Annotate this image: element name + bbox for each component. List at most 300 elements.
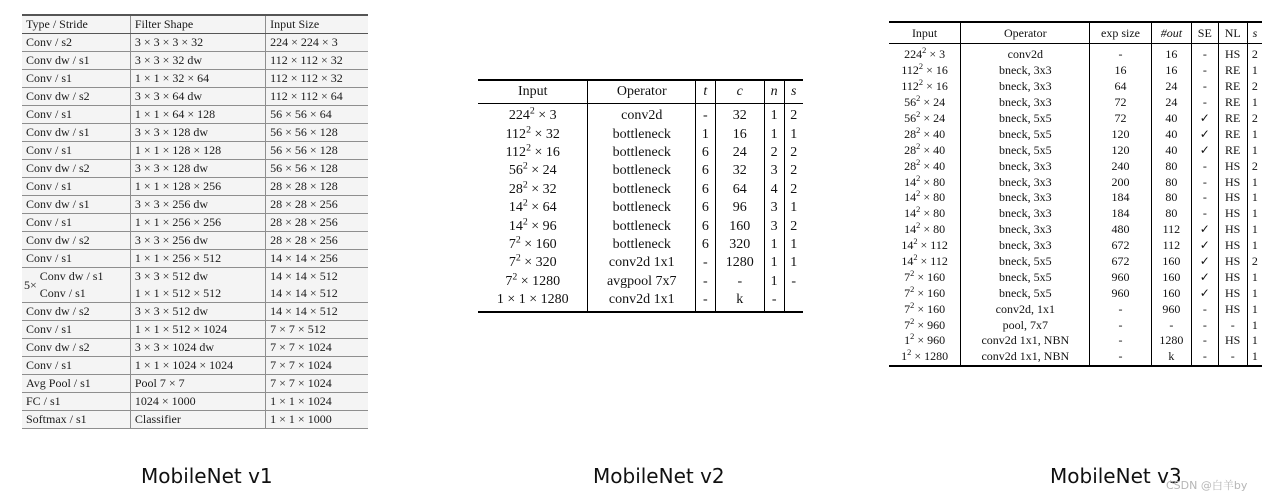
table-row [478,236,803,254]
cell-text: × 1280 [911,349,949,364]
cell-text: 14 [904,222,917,237]
table-row [889,44,1262,63]
table-row [889,142,1262,158]
table-cell: HS [1218,285,1247,301]
table-cell [266,268,368,303]
table-cell: 1 [784,125,803,143]
table-cell: Conv / s1 [22,106,130,124]
table-cell: - [696,104,716,126]
table-cell: 960 [1090,285,1151,301]
table-row [889,63,1262,79]
table-cell: - [764,291,784,312]
table-cell [889,285,961,301]
table-cell: - [1192,174,1219,190]
table-cell: 7 × 7 × 1024 [266,357,368,375]
table-row [889,111,1262,127]
cell-text: × 160 [914,269,946,284]
table-cell: - [1090,44,1151,63]
table-cell: 1 [1247,269,1262,285]
table-cell: bneck, 3x3 [961,222,1090,238]
exponent: 2 [910,332,915,342]
table-row [22,196,368,214]
table-cell: 2 [764,144,784,162]
exponent: 2 [913,237,918,247]
table-cell: 1 [1247,95,1262,111]
table-cell: bneck, 5x5 [961,111,1090,127]
table-cell [130,268,265,303]
table-cell: RE [1218,95,1247,111]
table-cell: ✓ [1192,269,1219,285]
table-cell: 112 [1151,222,1191,238]
table-cell: 1 × 1 × 32 × 64 [130,70,265,88]
table-cell: - [1192,317,1219,333]
table-cell: 3 [764,199,784,217]
column-header: Operator [588,80,696,104]
cell-text: 56 [904,95,917,110]
table-cell: - [784,273,803,291]
table-cell [889,63,961,79]
table-cell: 1 × 1 × 64 × 128 [130,106,265,124]
cell-text: × 112 [917,254,948,269]
table-cell: bottleneck [588,125,696,143]
table-cell: 2 [1247,158,1262,174]
mobilenet-v3-table [889,21,1262,367]
table-cell: bneck, 5x5 [961,126,1090,142]
table-cell: 64 [1090,79,1151,95]
table-row [478,254,803,272]
table-cell: bneck, 3x3 [961,158,1090,174]
table-cell: - [1218,349,1247,366]
cell-text: 7 [904,317,911,332]
table-cell: HS [1218,174,1247,190]
table-cell: HS [1218,44,1247,63]
table-cell: 1 [1247,63,1262,79]
exponent: 2 [910,268,915,278]
cell-text: 7 [904,269,911,284]
cell-text: × 80 [920,174,946,189]
table-cell [889,301,961,317]
table-row [22,339,368,357]
table-cell: RE [1218,111,1247,127]
table-cell [889,333,961,349]
table-cell [478,125,588,143]
table-cell: 2 [1247,111,1262,127]
cell-text: 1 [904,333,911,348]
table-cell: 1 [1247,222,1262,238]
cell-line: 3 × 3 × 512 dw [134,269,209,283]
table-row [22,411,368,429]
table-cell: 480 [1090,222,1151,238]
cell-text: × 160 [520,236,557,252]
cell-text: 56 [904,111,917,125]
cell-text: × 64 [527,200,557,216]
exponent: 2 [916,141,921,151]
table-cell: 1 [1247,142,1262,158]
table-cell: 1 [764,236,784,254]
cell-text: × 24 [527,163,557,179]
mobilenet-v2-table [478,79,803,313]
table-cell: conv2d [588,104,696,126]
cell-text: 7 [508,236,516,252]
table-row [22,70,368,88]
table-cell: 16 [715,125,764,143]
table-cell: bneck, 5x5 [961,254,1090,270]
table-cell [889,222,961,238]
table-cell: 672 [1090,238,1151,254]
cell-line: 14 × 14 × 512 [270,269,338,283]
table-cell: Conv dw / s2 [22,88,130,106]
table-cell: RE [1218,79,1247,95]
table-cell: 1 [1247,285,1262,301]
table-cell: 72 [1090,111,1151,127]
table-row [889,349,1262,366]
cell-text: 224 [904,47,923,62]
cell-text: × 160 [914,301,946,316]
table-cell: 3 × 3 × 64 dw [130,88,265,106]
table-cell: 1 [764,254,784,272]
table-cell: 160 [1151,269,1191,285]
cell-text: 1 [901,349,908,364]
table-cell: ✓ [1192,285,1219,301]
table-cell: - [1192,206,1219,222]
column-header: NL [1218,22,1247,44]
table-cell: 1 × 1 × 256 × 256 [130,214,265,232]
table-cell: 120 [1090,142,1151,158]
table-cell: HS [1218,222,1247,238]
table-cell: 1 [764,273,784,291]
table-cell [889,190,961,206]
table-cell: 320 [715,236,764,254]
exponent: 2 [522,179,528,191]
cell-text: × 112 [917,238,948,253]
table-cell: 1 [784,254,803,272]
table-cell: FC / s1 [22,393,130,411]
table-cell: 6 [696,217,716,235]
table-cell: 1 × 1 × 256 × 512 [130,250,265,268]
table-row [22,106,368,124]
table-cell: 6 [696,236,716,254]
table-cell [784,291,803,312]
table-cell: Conv / s1 [22,321,130,339]
table-cell: ✓ [1192,142,1219,158]
table-cell [478,162,588,180]
table-cell: 3 × 3 × 512 dw [130,303,265,321]
table-row [22,34,368,52]
table-cell: 3 × 3 × 128 dw [130,124,265,142]
table-cell: 14 × 14 × 256 [266,250,368,268]
exponent: 2 [916,110,921,119]
table-cell: k [1151,349,1191,366]
column-header: Type / Stride [22,15,130,34]
table-cell: 1 [1247,317,1262,333]
table-cell: Pool 7 × 7 [130,375,265,393]
cell-text: 112 [505,126,527,142]
table-cell: 120 [1090,126,1151,142]
table-cell: 7 × 7 × 512 [266,321,368,339]
table-row [889,95,1262,111]
table-row [889,222,1262,238]
table-cell: HS [1218,301,1247,317]
table-row [478,181,803,199]
table-cell: conv2d 1x1 [588,254,696,272]
table-cell: - [1090,317,1151,333]
cell-text: × 160 [914,285,946,300]
cell-text: 28 [508,181,523,197]
exponent: 2 [916,189,921,199]
exponent: 2 [529,105,535,117]
table-cell [889,142,961,158]
table-cell: 3 [764,162,784,180]
table-cell: 1 [1247,174,1262,190]
cell-text: × 16 [923,79,948,94]
table-row [889,301,1262,317]
table-cell: 672 [1090,254,1151,270]
table-cell [889,126,961,142]
table-cell [889,269,961,285]
table-cell: Conv / s1 [22,214,130,232]
table-cell: 1 [784,199,803,217]
table-cell: 112 × 112 × 32 [266,70,368,88]
table-cell: Conv dw / s2 [22,339,130,357]
exponent: 2 [526,123,531,135]
table-cell: bottleneck [588,181,696,199]
cell-text: 14 [508,200,523,216]
table-cell [889,95,961,111]
cell-text: × 24 [920,95,946,110]
exponent: 2 [515,234,521,246]
table-cell: 3 × 3 × 256 dw [130,232,265,250]
exponent: 2 [522,215,528,227]
table-cell: conv2d 1x1, NBN [961,333,1090,349]
column-header: #out [1151,22,1191,44]
table-cell: RE [1218,63,1247,79]
table-row [478,144,803,162]
table-cell: 1 × 1 × 1000 [266,411,368,429]
table-cell: 1 [764,104,784,126]
table-cell: - [1192,301,1219,317]
table-cell: 1280 [1151,333,1191,349]
column-header: n [764,80,784,104]
column-header: SE [1192,22,1219,44]
table-cell: 1 [1247,238,1262,254]
table-cell: 72 [1090,95,1151,111]
table-cell: Conv / s1 [22,70,130,88]
table-cell [478,291,588,312]
table-cell: Conv dw / s2 [22,232,130,250]
table-cell: 112 × 112 × 32 [266,52,368,70]
table-row [22,357,368,375]
table-cell: 1 × 1 × 128 × 128 [130,142,265,160]
cell-text: × 32 [527,181,557,197]
cell-text: × 24 [920,111,946,125]
table-cell: 1 × 1 × 512 × 1024 [130,321,265,339]
table-cell: Conv / s1 [22,178,130,196]
table-cell: bneck, 3x3 [961,206,1090,222]
cell-text: 14 [904,190,917,205]
cell-text: × 80 [920,190,946,205]
table-cell: Classifier [130,411,265,429]
column-header: Input [478,80,588,104]
table-row [22,160,368,178]
table-row [22,142,368,160]
table-cell: 1 [1247,206,1262,222]
table-row [22,52,368,70]
table-cell: 1 [764,125,784,143]
table-cell: ✓ [1192,222,1219,238]
table-cell [889,317,961,333]
table-cell: 40 [1151,142,1191,158]
table-cell: - [1218,317,1247,333]
table-cell: HS [1218,158,1247,174]
table-row [889,174,1262,190]
cell-text: 112 [505,144,527,160]
table-cell: 184 [1090,206,1151,222]
table-cell: - [1192,44,1219,63]
table-cell [889,44,961,63]
table-cell: conv2d 1x1, NBN [961,349,1090,366]
table-cell: Conv / s2 [22,34,130,52]
table-cell [889,174,961,190]
table-cell: 96 [715,199,764,217]
table-row [478,217,803,235]
table-cell: 2 [784,217,803,235]
table-cell: 56 × 56 × 64 [266,106,368,124]
exponent: 2 [907,348,912,358]
table-row [478,291,803,312]
table-cell: 112 × 112 × 64 [266,88,368,106]
table-row [22,250,368,268]
caption-mobilenet-v3: MobileNet v3 [1050,464,1182,488]
table-cell: 2 [784,104,803,126]
exponent: 2 [918,62,924,72]
table-cell: 160 [1151,285,1191,301]
table-cell: bneck, 5x5 [961,142,1090,158]
exponent: 2 [922,46,927,56]
table-cell: 184 [1090,190,1151,206]
table-cell: RE [1218,126,1247,142]
table-cell: Avg Pool / s1 [22,375,130,393]
table-cell: 16 [1090,63,1151,79]
table-cell: Conv / s1 [22,250,130,268]
table-row [22,232,368,250]
table-row [889,190,1262,206]
table-row [22,375,368,393]
table-cell: 32 [715,104,764,126]
column-header: t [696,80,716,104]
cell-text: × 40 [920,142,946,157]
cell-text: × 40 [920,158,946,173]
table-header-row [889,22,1262,44]
table-cell [478,181,588,199]
table-cell [478,104,588,126]
table-cell: 960 [1090,269,1151,285]
table-cell: 3 × 3 × 128 dw [130,160,265,178]
cell-text: × 96 [527,218,557,234]
table-row [889,285,1262,301]
table-cell: 6 [696,144,716,162]
table-cell: ✓ [1192,111,1219,127]
table-cell: 240 [1090,158,1151,174]
cell-text: × 40 [920,126,946,141]
table-cell [478,236,588,254]
cell-line: Conv / s1 [39,286,86,300]
table-cell: 28 × 28 × 256 [266,214,368,232]
table-cell: - [1192,158,1219,174]
table-row [889,79,1262,95]
exponent: 2 [916,157,921,167]
table-cell: 1 [696,125,716,143]
table-cell: Conv dw / s2 [22,160,130,178]
table-cell: 1 × 1 × 1024 × 1024 [130,357,265,375]
table-cell: 1024 × 1000 [130,393,265,411]
cell-text: 14 [904,206,917,221]
table-row [478,104,803,126]
cell-line: 14 × 14 × 512 [270,286,338,300]
table-cell: bneck, 3x3 [961,63,1090,79]
table-cell [889,79,961,95]
table-cell: 28 × 28 × 256 [266,196,368,214]
table-cell: - [1192,79,1219,95]
exponent: 2 [910,284,915,294]
cell-text: × 80 [920,222,946,237]
table-cell: 32 [715,162,764,180]
table-cell: Softmax / s1 [22,411,130,429]
table-cell: 1 [1247,190,1262,206]
table-cell: - [1090,349,1151,366]
table-cell: 80 [1151,174,1191,190]
table-row [889,126,1262,142]
table-cell: 2 [784,162,803,180]
exponent: 2 [916,94,921,104]
table-cell: 1 × 1 × 1024 [266,393,368,411]
table-cell: bottleneck [588,199,696,217]
exponent: 2 [515,252,521,264]
table-cell: 160 [1151,254,1191,270]
table-cell: 160 [715,217,764,235]
table-cell: bottleneck [588,162,696,180]
table-cell: pool, 7x7 [961,317,1090,333]
table-cell: bottleneck [588,144,696,162]
column-header: exp size [1090,22,1151,44]
column-header: c [715,80,764,104]
table-cell: HS [1218,333,1247,349]
table-header-row [478,80,803,104]
table-row [889,333,1262,349]
table-cell: 56 × 56 × 128 [266,160,368,178]
table-row [889,254,1262,270]
table-cell [889,206,961,222]
cell-text: × 320 [520,255,557,271]
cell-text: 14 [508,218,523,234]
cell-text: 7 [904,301,911,316]
exponent: 2 [526,142,531,154]
table-cell: 7 × 7 × 1024 [266,375,368,393]
table-cell: 2 [1247,254,1262,270]
table-row [22,178,368,196]
table-cell [889,111,961,127]
caption-mobilenet-v1: MobileNet v1 [141,464,273,488]
table-cell [889,158,961,174]
table-row [889,269,1262,285]
table-cell: 6 [696,181,716,199]
table-row [889,206,1262,222]
table-cell: 1 [1247,126,1262,142]
exponent: 2 [522,197,528,209]
exponent: 2 [910,300,915,310]
cell-text: 1 × 1 × 1280 [496,292,569,308]
table-cell [889,254,961,270]
table-cell [478,199,588,217]
